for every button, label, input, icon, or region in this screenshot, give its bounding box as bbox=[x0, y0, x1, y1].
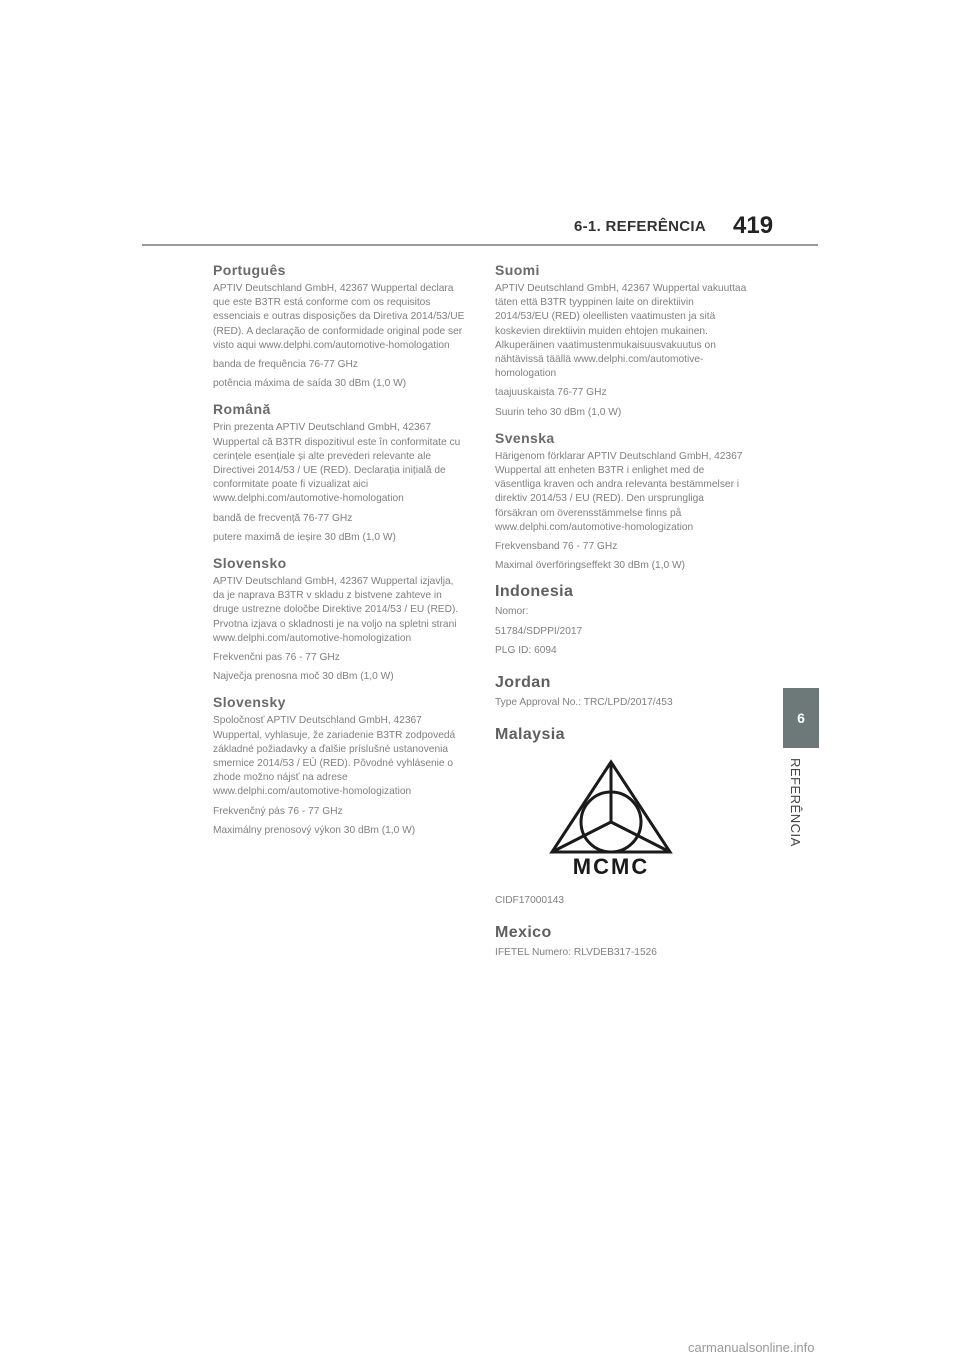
mcmc-logo-text: MCMC bbox=[572, 854, 650, 877]
header-divider bbox=[142, 244, 818, 246]
mcmc-logo bbox=[485, 758, 737, 876]
right-column bbox=[495, 262, 747, 971]
declaration-text: APTIV Deutschland GmbH, 42367 Wuppertal izjavlja, da je naprava B3TR v skladu z bistvene zahteve in druge ustrezne določbe Direktive 2014/53 / EU (RED). Prvotna izjava o skladnosti je na voljo na spletni strani www.delphi.com/automotive-homologization bbox=[213, 576, 459, 644]
chapter-label: REFERÊNCIA bbox=[788, 758, 803, 847]
section-heading: Jordan bbox=[495, 674, 551, 692]
declaration-text: APTIV Deutschland GmbH, 42367 Wuppertal vakuuttaa täten että B3TR tyyppinen laite on direktiivin 2014/53/EU (RED) oleellisten vaatimusten ja sitä koskevien direktiivin muiden ehtojen mukainen. Alkuperäinen vaatimustenmukaisuusvakuutus on nähtävissä täällä www.delphi.com/automotive-homologation bbox=[495, 283, 747, 380]
section-jordan bbox=[495, 674, 747, 710]
frequency-band: Frekvenčni pas 76 - 77 GHz bbox=[213, 652, 340, 664]
approval-number: IFETEL Numero: RLVDEB317-1526 bbox=[495, 947, 657, 959]
section-malaysia bbox=[495, 726, 747, 908]
page-number: 419 bbox=[733, 212, 774, 239]
max-power: Največja prenosna moč 30 dBm (1,0 W) bbox=[213, 671, 394, 683]
max-power: putere maximă de ieșire 30 dBm (1,0 W) bbox=[213, 531, 396, 543]
section-heading: Português bbox=[213, 262, 286, 278]
page-header bbox=[0, 212, 960, 248]
section-title: 6-1. REFERÊNCIA bbox=[574, 218, 707, 235]
frequency-band: banda de frequência 76-77 GHz bbox=[213, 359, 358, 371]
max-power: Maximal överföringseffekt 30 dBm (1,0 W) bbox=[495, 560, 686, 572]
section-heading: Malaysia bbox=[495, 726, 565, 744]
section-heading: Suomi bbox=[495, 262, 540, 278]
declaration-text: Spoločnosť APTIV Deutschland GmbH, 42367 Wuppertal, vyhlasuje, že zariadenie B3TR zodpovedá základné požiadavky a ďalšie príslušné ustanovenia smernice 2014/53 / EÚ (RED). Pôvodné vyhlásenie o zhode možno nájsť na adrese www.delphi.com/automotive-homologization bbox=[213, 715, 456, 798]
plg-id: PLG ID: 6094 bbox=[495, 644, 557, 656]
section-heading: Mexico bbox=[495, 924, 552, 942]
section-heading: Slovensko bbox=[213, 555, 287, 572]
mcmc-logo-icon bbox=[546, 758, 676, 876]
section-slovensky bbox=[213, 694, 465, 838]
section-svenska bbox=[495, 430, 747, 574]
chapter-tab bbox=[783, 688, 819, 748]
approval-number: CIDF17000143 bbox=[495, 895, 565, 907]
approval-number: 51784/SDPPI/2017 bbox=[495, 625, 583, 637]
frequency-band: Frekvenčný pás 76 - 77 GHz bbox=[213, 805, 343, 817]
section-romana bbox=[213, 401, 465, 545]
section-indonesia bbox=[495, 583, 747, 658]
declaration-text: Härigenom förklarar APTIV Deutschland GmbH, 42367 Wuppertal att enheten B3TR i enlighet med de väsentliga kraven och andra relevanta bestämmelser i direktiv 2014/53 / EU (RED). Den ursprungliga försäkran om överensstämmelse finns på www.delphi.com/automotive-homologization bbox=[495, 450, 743, 533]
section-portugues bbox=[213, 262, 465, 391]
section-heading: Svenska bbox=[495, 429, 555, 446]
max-power: potência máxima de saída 30 dBm (1,0 W) bbox=[213, 378, 407, 390]
section-heading: Indonesia bbox=[495, 583, 574, 601]
section-heading: Română bbox=[213, 401, 271, 418]
section-mexico bbox=[495, 924, 747, 960]
section-heading: Slovensky bbox=[213, 694, 286, 711]
section-slovensko bbox=[213, 555, 465, 684]
max-power: Suurin teho 30 dBm (1,0 W) bbox=[495, 406, 622, 418]
frequency-band: bandă de frecvență 76-77 GHz bbox=[213, 512, 353, 524]
frequency-band: Frekvensband 76 - 77 GHz bbox=[495, 541, 618, 553]
declaration-text: Prin prezenta APTIV Deutschland GmbH, 42367 Wuppertal că B3TR dispozitivul este în conformitate cu cerințele esențiale și alte prevederi relevante ale Directivei 2014/53 / UE (RED). Declarația inițială de conformitate poate fi vizualizat aici www.delphi.com/automotive-homologation bbox=[213, 422, 461, 505]
declaration-text: APTIV Deutschland GmbH, 42367 Wuppertal declara que este B3TR está conforme com os requisitos essenciais e outras disposições da Diretiva 2014/53/UE (RED). A declaração de conformidade original pode ser visto aqui www.delphi.com/automotive-homologation bbox=[213, 283, 465, 351]
section-suomi bbox=[495, 262, 747, 420]
frequency-band: taajuuskaista 76-77 GHz bbox=[495, 387, 607, 399]
left-column bbox=[213, 262, 465, 848]
chapter-number: 6 bbox=[797, 710, 805, 726]
max-power: Maximálny prenosový výkon 30 dBm (1,0 W) bbox=[213, 824, 416, 836]
approval-label: Nomor: bbox=[495, 606, 529, 618]
watermark: carmanualsonline.info bbox=[688, 1340, 815, 1355]
approval-number: Type Approval No.: TRC/LPD/2017/453 bbox=[495, 697, 673, 709]
